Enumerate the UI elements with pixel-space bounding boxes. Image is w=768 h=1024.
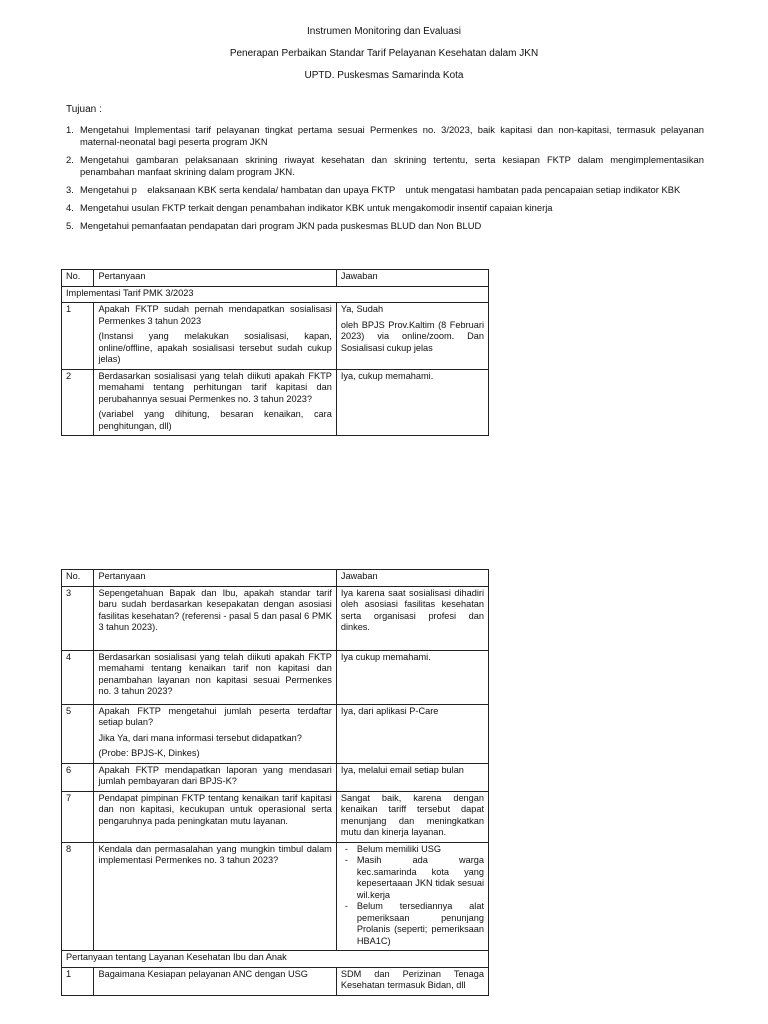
question-followup: Jika Ya, dari mana informasi tersebut didapatkan? (98, 732, 302, 743)
qa-table-2 (61, 569, 489, 996)
item-number: 5. (66, 220, 74, 231)
answer-cell: Iya karena saat sosialisasi dihadiri oleh asosiasi fasilitas kesehatan serta organisasi profesi dan dinkes. (336, 586, 488, 650)
list-item: - Masih ada warga kec.samarinda kota yang kepesertaaan JKN tidak sesuai wil.kerja (357, 855, 484, 901)
header-no: No. (62, 270, 94, 287)
question-cell: Pendapat pimpinan FKTP tentang kenaikan tarif kapitasi dan non kapitasi, kecukupan untuk operasional serta pengaruhnya pada peningkatan mutu layanan. (94, 791, 336, 842)
tujuan-item (66, 202, 704, 214)
answer-text: Iya, cukup memahami. (340, 370, 434, 381)
question-probe: (Probe: BPJS-K, Dinkes) (98, 748, 200, 758)
tujuan-item (66, 184, 704, 196)
tujuan-item (66, 220, 704, 232)
answer-cell: Iya, melalui email setiap bulan (336, 763, 488, 791)
question-cell (94, 704, 336, 763)
item-number: 4. (66, 202, 74, 213)
question-cell: Kendala dan permasalahan yang mungkin timbul dalam implementasi Permenkes no. 3 tahun 2023? (94, 842, 336, 951)
item-text: Mengetahui p elaksanaan KBK serta kendala/ hambatan dan upaya FKTP untuk mengatasi hambatan pada pencapaian setiap indikator KBK (80, 184, 681, 195)
header-jawaban: Jawaban (336, 570, 488, 587)
doc-title: Instrumen Monitoring dan Evaluasi (307, 26, 461, 37)
header-pertanyaan: Pertanyaan (94, 270, 336, 287)
answer-cell (336, 303, 488, 370)
table-header-row (62, 270, 489, 287)
section-title: Pertanyaan tentang Layanan Kesehatan Ibu dan Anak (62, 951, 489, 968)
question-text: Apakah FKTP mengetahui jumlah peserta terdaftar setiap bulan? (98, 705, 332, 727)
table-row (62, 704, 489, 763)
tujuan-item (66, 154, 704, 178)
question-cell (94, 369, 336, 436)
answer-list (341, 844, 484, 948)
item-number: 2. (66, 154, 74, 165)
question-cell: Berdasarkan sosialisasi yang telah diikuti apakah FKTP memahami tentang kenaikan tarif non kapitasi dan penambahan layanan non kapitasi sesuai Permenkes no. 3 tahun 2023? (94, 650, 336, 704)
row-number: 7 (62, 791, 94, 842)
question-text: Berdasarkan sosialisasi yang telah diikuti apakah FKTP memahami tentang perhitungan tarif kapitasi dan perubahannya sesuai Permenkes no. 3 tahun 2023? (98, 370, 332, 404)
table-row (62, 586, 489, 650)
section-row (62, 286, 489, 303)
answer-detail: oleh BPJS Prov.Kaltim (8 Februari 2023) via online/zoom. Dan Sosialisasi cukup jelas (340, 319, 484, 353)
question-cell: Bagaimana Kesiapan pelayanan ANC dengan USG (94, 967, 336, 995)
question-cell: Apakah FKTP mendapatkan laporan yang mendasari jumlah pembayaran dari BPJS-K? (94, 763, 336, 791)
answer-cell (336, 842, 488, 951)
table-row (62, 842, 489, 951)
table-row (62, 369, 489, 436)
section-row (62, 951, 489, 968)
table-header-row (62, 570, 489, 587)
item-number: 3. (66, 184, 74, 195)
list-item: - Belum tersediannya alat pemeriksaan penunjang Prolanis (seperti; pemeriksaan HBA1C) (357, 901, 484, 947)
row-number: 6 (62, 763, 94, 791)
table-row (62, 763, 489, 791)
question-cell (94, 303, 336, 370)
row-number: 1 (62, 967, 94, 995)
table-row (62, 967, 489, 995)
answer-cell: SDM dan Perizinan Tenaga Kesehatan termasuk Bidan, dll (336, 967, 488, 995)
row-number: 2 (62, 369, 94, 436)
doc-institution: UPTD. Puskesmas Samarinda Kota (304, 70, 464, 81)
list-item: - Belum memiliki USG (357, 844, 484, 856)
row-number: 5 (62, 704, 94, 763)
question-cell: Sepengetahuan Bapak dan Ibu, apakah standar tarif baru sudah berdasarkan kesepakatan dengan asosiasi fasilitas kesehatan? (referensi - pasal 5 dan pasal 6 PMK 3 tahun 2023). (94, 586, 336, 650)
header-no: No. (62, 570, 94, 587)
question-text: Apakah FKTP sudah pernah mendapatkan sosialisasi Permenkes 3 tahun 2023 (98, 304, 332, 326)
answer-cell: Sangat baik, karena dengan kenaikan tariff tersebut dapat menunjang dan meningkatkan mutu dan kinerja layanan. (336, 791, 488, 842)
answer-cell (336, 369, 488, 436)
section-title: Implementasi Tarif PMK 3/2023 (62, 286, 489, 303)
header-jawaban: Jawaban (336, 270, 488, 287)
header-pertanyaan: Pertanyaan (94, 570, 336, 587)
row-number: 8 (62, 842, 94, 951)
question-note: (Instansi yang melakukan sosialisasi, kapan, online/offline, apakah sosialisasi tersebut sudah cukup jelas) (98, 331, 332, 364)
answer-text: Ya, Sudah (340, 304, 384, 314)
table-row (62, 791, 489, 842)
item-text: Mengetahui gambaran pelaksanaan skrining riwayat kesehatan dan skrining tertentu, serta kesiapan FKTP dalam mengimplementasikan penambahan manfaat skrining dalam program JKN. (80, 154, 704, 177)
tujuan-label: Tujuan : (66, 104, 102, 115)
item-text: Mengetahui usulan FKTP terkait dengan penambahan indikator KBK untuk mengakomodir insentif capaian kinerja (80, 202, 553, 213)
item-number: 1. (66, 124, 74, 135)
qa-table-1 (61, 269, 489, 436)
question-note: (variabel yang dihitung, besaran kenaikan, cara penghitungan, dll) (98, 409, 332, 431)
answer-cell: Iya cukup memahami. (336, 650, 488, 704)
doc-subtitle: Penerapan Perbaikan Standar Tarif Pelayanan Kesehatan dalam JKN (229, 48, 539, 59)
row-number: 1 (62, 303, 94, 370)
row-number: 3 (62, 586, 94, 650)
row-number: 4 (62, 650, 94, 704)
tujuan-list (66, 124, 704, 238)
tujuan-item (66, 124, 704, 148)
table-row (62, 303, 489, 370)
table-row (62, 650, 489, 704)
answer-cell: Iya, dari aplikasi P-Care (336, 704, 488, 763)
item-text: Mengetahui Implementasi tarif pelayanan tingkat pertama sesuai Permenkes no. 3/2023, baik kapitasi dan non-kapitasi, termasuk pelayanan maternal-neonatal bagi peserta program JKN (80, 124, 704, 147)
item-text: Mengetahui pemanfaatan pendapatan dari program JKN pada puskesmas BLUD dan Non BLUD (80, 220, 482, 231)
